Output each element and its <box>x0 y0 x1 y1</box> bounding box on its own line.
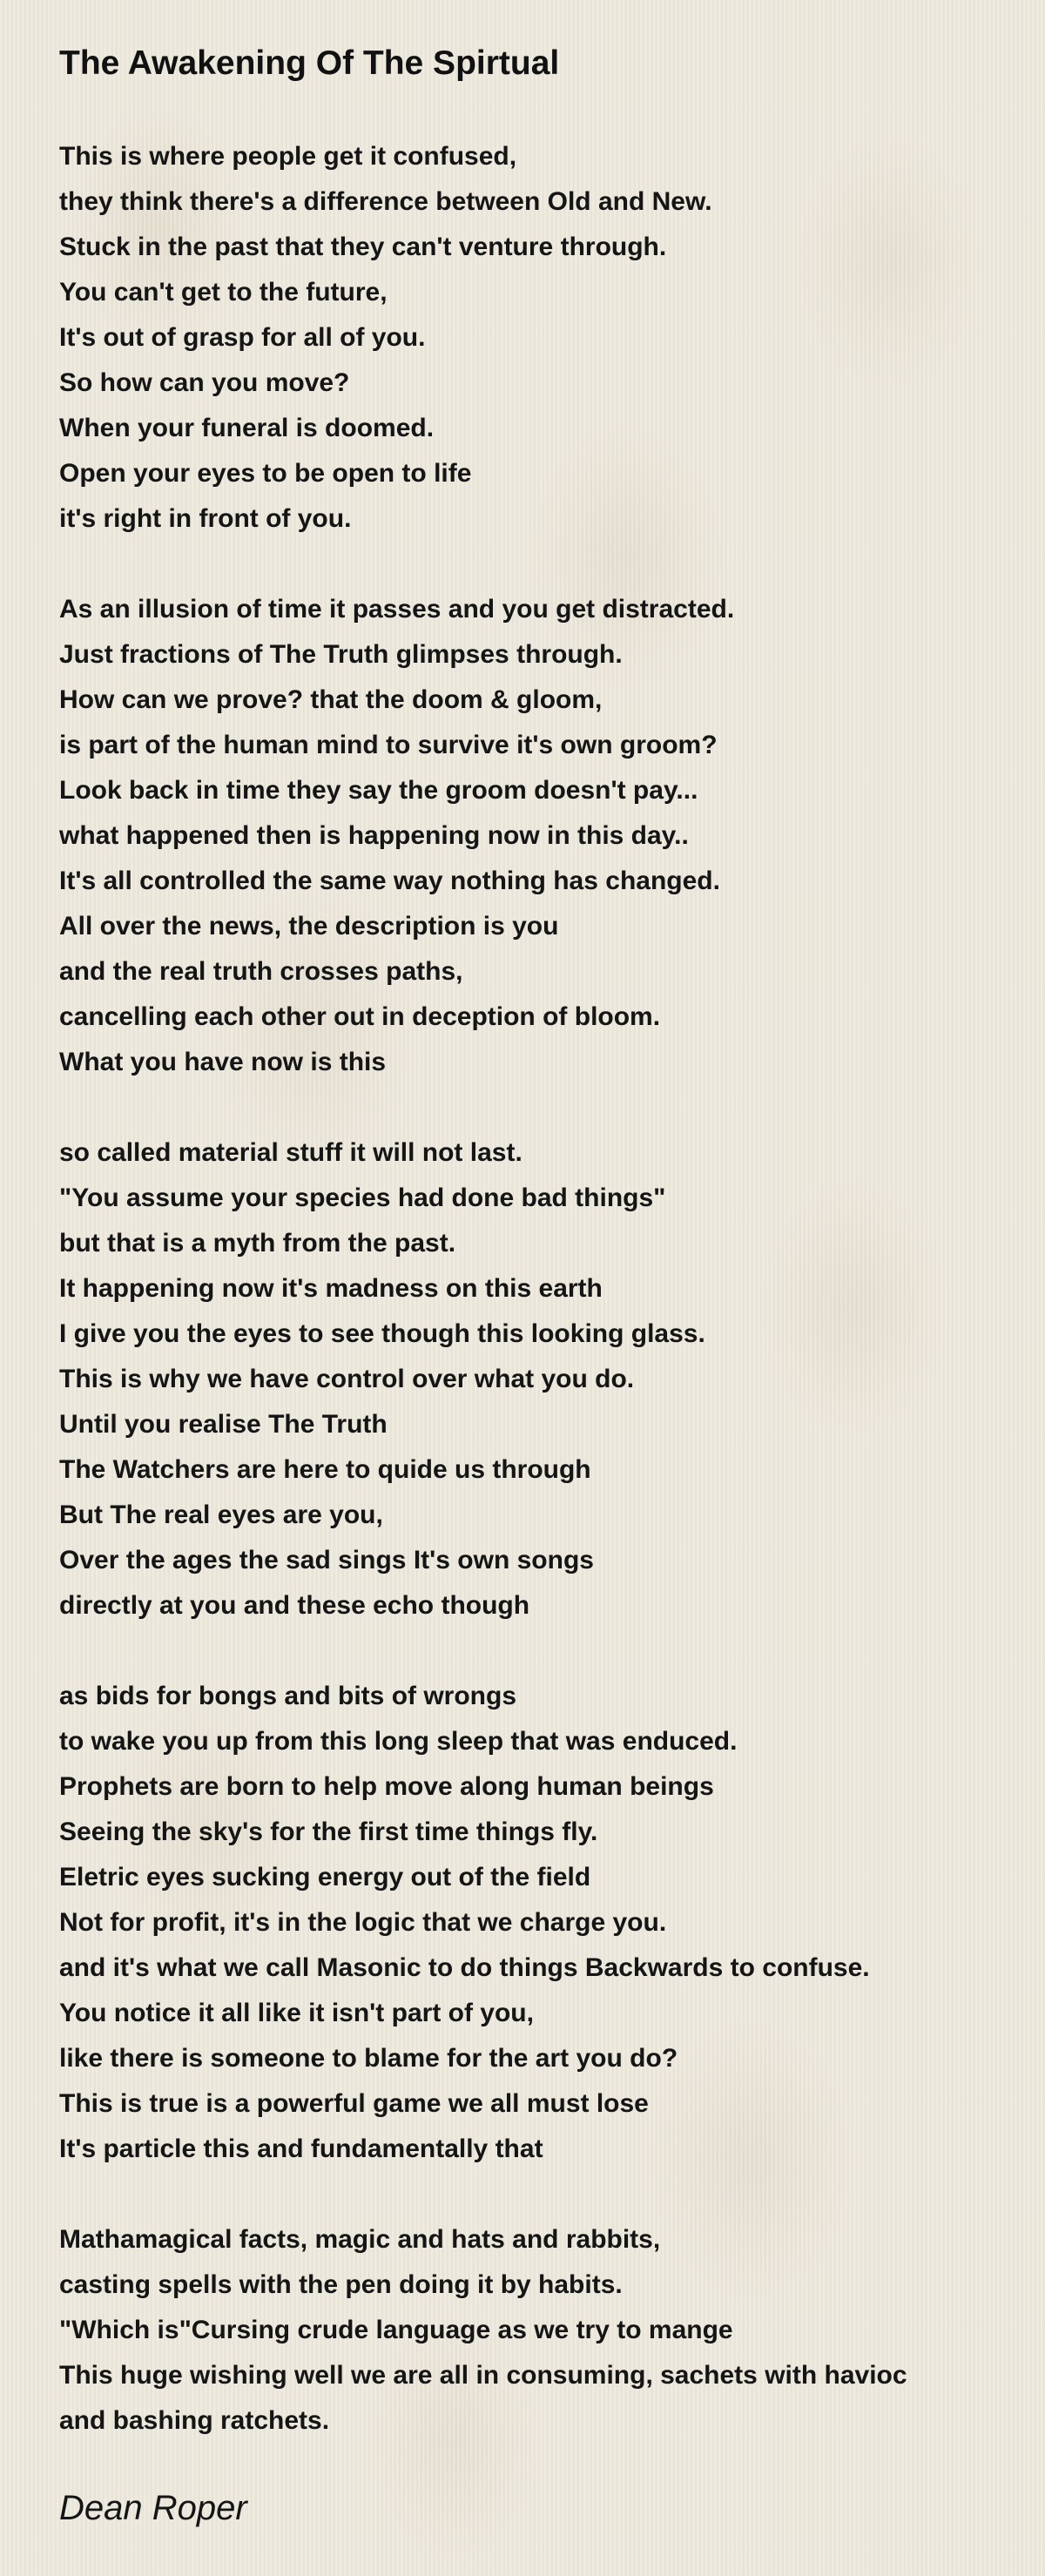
poem-line: As an illusion of time it passes and you get distracted. <box>59 595 735 624</box>
poem-line: "Which is"Cursing crude language as we try to mange <box>59 2316 733 2344</box>
poem-line: It's all controlled the same way nothing has changed. <box>59 867 720 895</box>
poem-line: Seeing the sky's for the first time things fly. <box>59 1817 598 1846</box>
poem-line: what happened then is happening now in this day.. <box>59 821 689 850</box>
poem-line: Eletric eyes sucking energy out of the field <box>59 1863 591 1892</box>
poem-line: You notice it all like it isn't part of you, <box>59 1999 534 2027</box>
poem-line: directly at you and these echo though <box>59 1591 530 1620</box>
poem-line: cancelling each other out in deception of bloom. <box>59 1002 661 1031</box>
poem-line: It's particle this and fundamentally that <box>59 2134 543 2163</box>
poem-line: It happening now it's madness on this earth <box>59 1274 603 1303</box>
stanza-2 <box>59 587 1026 1085</box>
poem-line: and it's what we call Masonic to do things Backwards to confuse. <box>59 1953 870 1982</box>
author-name[interactable]: Dean Roper <box>59 2489 247 2527</box>
poem-line: Not for profit, it's in the logic that we charge you. <box>59 1908 667 1937</box>
stanza-1 <box>59 134 1026 542</box>
poem-line: and the real truth crosses paths, <box>59 957 463 986</box>
poem-line: This is why we have control over what you do. <box>59 1365 635 1393</box>
poem-line: so called material stuff it will not last. <box>59 1138 522 1167</box>
poem-line: it's right in front of you. <box>59 504 352 533</box>
poem-line: So how can you move? <box>59 368 350 397</box>
poem-line: is part of the human mind to survive it's own groom? <box>59 731 718 759</box>
poem-line: Stuck in the past that they can't venture through. <box>59 233 667 261</box>
poem-line: they think there's a difference between Old and New. <box>59 187 712 216</box>
stanza-3 <box>59 1130 1026 1629</box>
poem-line: Just fractions of The Truth glimpses through. <box>59 640 623 669</box>
poem-line: When your funeral is doomed. <box>59 414 435 442</box>
poem-line: You can't get to the future, <box>59 278 388 307</box>
poem-line: I give you the eyes to see though this looking glass. <box>59 1319 705 1348</box>
poem-title: The Awakening Of The Spirtual <box>59 44 560 82</box>
stanza-4 <box>59 1674 1026 2172</box>
poem-line: This is true is a powerful game we all must lose <box>59 2089 649 2118</box>
poem-line: This is where people get it confused, <box>59 142 517 171</box>
poem-line: Mathamagical facts, magic and hats and rabbits, <box>59 2225 661 2254</box>
poem-line: casting spells with the pen doing it by habits. <box>59 2270 623 2299</box>
poem-line: This huge wishing well we are all in consuming, sachets with havioc <box>59 2361 907 2390</box>
poem-body <box>59 134 1026 2489</box>
poem-line: It's out of grasp for all of you. <box>59 323 426 352</box>
poem-line: Prophets are born to help move along human beings <box>59 1772 714 1801</box>
poem-line: But The real eyes are you, <box>59 1500 383 1529</box>
poem-line: Over the ages the sad sings It's own songs <box>59 1546 594 1575</box>
poem-line: Open your eyes to be open to life <box>59 459 472 488</box>
poem-line: Look back in time they say the groom doesn't pay... <box>59 776 698 805</box>
poem-line: All over the news, the description is you <box>59 912 559 941</box>
poem-line: The Watchers are here to quide us through <box>59 1455 591 1484</box>
poem-line: to wake you up from this long sleep that was enduced. <box>59 1727 738 1756</box>
poem-line: Until you realise The Truth <box>59 1410 388 1439</box>
poem-line: How can we prove? that the doom & gloom, <box>59 685 603 714</box>
poem-line: like there is someone to blame for the art you do? <box>59 2044 678 2073</box>
poem-line: as bids for bongs and bits of wrongs <box>59 1682 517 1710</box>
poem-line: and bashing ratchets. <box>59 2406 330 2435</box>
poem-line: "You assume your species had done bad things" <box>59 1183 666 1212</box>
stanza-5 <box>59 2217 1026 2444</box>
poem-line: What you have now is this <box>59 1048 387 1076</box>
poem-line: but that is a myth from the past. <box>59 1229 456 1258</box>
